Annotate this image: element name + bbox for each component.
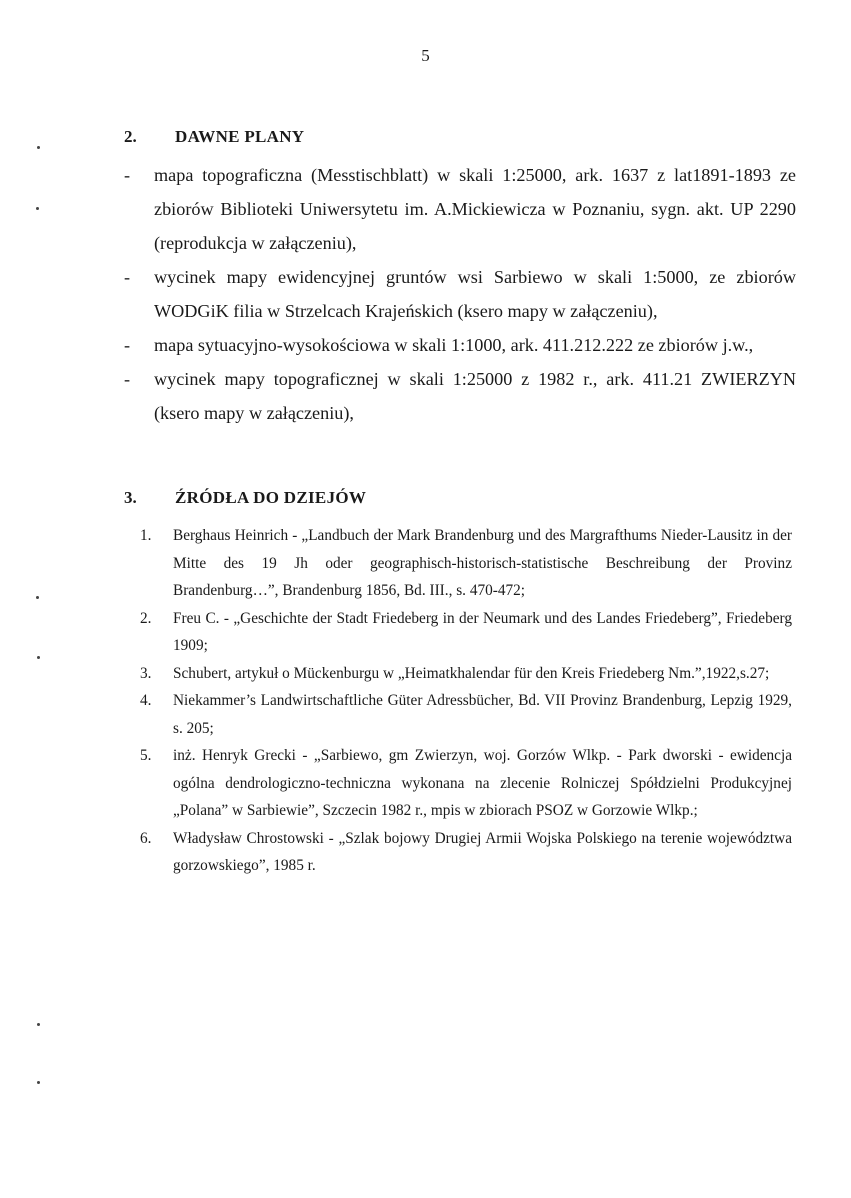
section-3-title: ŹRÓDŁA DO DZIEJÓW — [175, 488, 367, 507]
source-text: Schubert, artykuł o Mückenburgu w „Heimatkhalendar für den Kreis Friedeberg Nm.”,1922,s.27; — [173, 664, 770, 682]
page-number: 5 — [421, 46, 430, 65]
scan-mark — [37, 1081, 40, 1084]
plan-item — [124, 158, 796, 260]
scan-mark — [36, 207, 39, 210]
source-number: 1. — [140, 527, 152, 544]
source-text: Freu C. - „Geschichte der Stadt Friedeberg in der Neumark und des Landes Friedeberg”, Friedeberg 1909; — [173, 609, 792, 654]
source-number: 3. — [140, 664, 152, 682]
source-item — [140, 605, 792, 660]
source-text: Berghaus Heinrich - „Landbuch der Mark Brandenburg und des Margrafthums Nieder-Lausitz in der Mitte des 19 Jh oder geographisch-historisch-statistische Beschreibung der Provinz Brandenburg…”, Brandenburg 1856, Bd. III., s. 470-472; — [173, 527, 792, 599]
source-number: 2. — [140, 609, 152, 627]
list-dash: - — [124, 165, 131, 185]
section-2-title: DAWNE PLANY — [175, 127, 305, 146]
list-dash: - — [124, 267, 131, 287]
plan-item — [124, 362, 796, 430]
sources-list — [140, 522, 792, 880]
scan-mark — [36, 596, 39, 599]
source-item — [140, 660, 792, 688]
plan-item-text: wycinek mapy ewidencyjnej gruntów wsi Sarbiewo w skali 1:5000, ze zbiorów WODGiK filia w Strzelcach Krajeńskich (ksero mapy w załączeniu), — [154, 267, 796, 321]
source-item — [140, 825, 792, 880]
plan-item-text: mapa topograficzna (Messtischblatt) w skali 1:25000, ark. 1637 z lat1891-1893 ze zbiorów Biblioteki Uniwersytetu im. A.Mickiewicza w Poznaniu, sygn. akt. UP 2290 (reprodukcja w załączeniu), — [154, 165, 796, 253]
source-text: Niekammer’s Landwirtschaftliche Güter Adressbücher, Bd. VII Provinz Brandenburg, Lepzig 1929, s. 205; — [173, 692, 792, 737]
plan-item-text: mapa sytuacyjno-wysokościowa w skali 1:1000, ark. 411.212.222 ze zbiorów j.w., — [154, 335, 754, 355]
source-number: 4. — [140, 692, 152, 709]
scan-mark — [37, 1023, 40, 1026]
section-2-number: 2. — [124, 127, 137, 146]
source-item — [140, 742, 792, 825]
scan-mark — [37, 656, 40, 659]
list-dash: - — [124, 369, 131, 389]
source-text: inż. Henryk Grecki - „Sarbiewo, gm Zwierzyn, woj. Gorzów Wlkp. - Park dworski - ewidencja ogólna dendrologiczno-techniczna wykonana na zlecenie Rolniczej Spółdzielni Produkcyjnej „Polana” w Sarbiewie”, Szczecin 1982 r., mpis w zbiorach PSOZ w Gorzowie Wlkp.; — [173, 747, 792, 819]
plan-item — [124, 260, 796, 328]
source-item — [140, 522, 792, 605]
scan-mark — [37, 146, 40, 149]
source-item — [140, 687, 792, 742]
plan-item-text: wycinek mapy topograficznej w skali 1:25000 z 1982 r., ark. 411.21 ZWIERZYN (ksero mapy w załączeniu), — [154, 369, 796, 423]
plan-item — [124, 328, 796, 362]
old-plans-list — [124, 158, 796, 430]
source-number: 6. — [140, 829, 152, 847]
source-text: Władysław Chrostowski - „Szlak bojowy Drugiej Armii Wojska Polskiego na terenie województwa gorzowskiego”, 1985 r. — [173, 829, 792, 874]
source-number: 5. — [140, 747, 152, 764]
list-dash: - — [124, 335, 131, 355]
section-3-number: 3. — [124, 488, 137, 507]
